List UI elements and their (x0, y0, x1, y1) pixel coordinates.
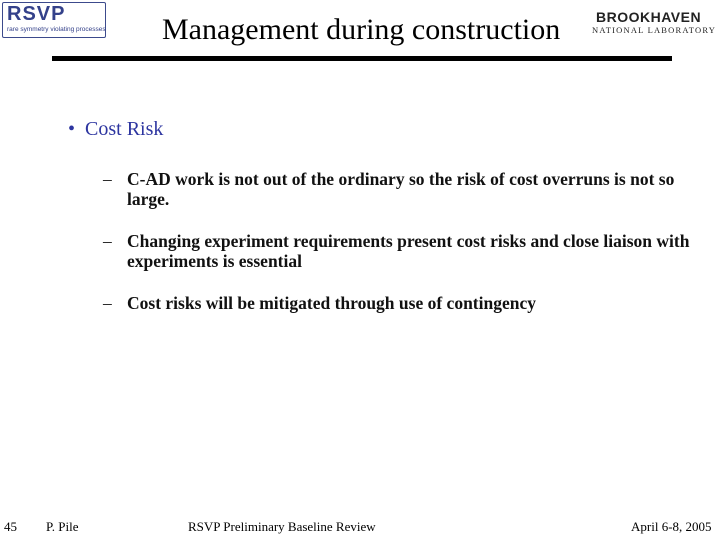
footer-date: April 6-8, 2005 (631, 519, 712, 534)
brookhaven-logo-subtitle: NATIONAL LABORATORY (592, 25, 717, 35)
bullet-dot-icon: • (68, 118, 76, 140)
slide-title: Management during construction (162, 13, 561, 46)
title-divider (52, 56, 672, 61)
brookhaven-logo (591, 9, 719, 43)
dash-icon: – (103, 293, 112, 313)
footer-author: P. Pile (46, 519, 79, 534)
main-bullet-text: Cost Risk (85, 118, 164, 140)
footer-event: RSVP Preliminary Baseline Review (188, 519, 376, 534)
rsvp-logo-tagline: rare symmetry violating processes (7, 26, 106, 33)
dash-icon: – (103, 231, 112, 251)
sub-bullet-text: C-AD work is not out of the ordinary so the risk of cost overruns is not so large. (127, 169, 675, 209)
sub-bullet-2 (103, 231, 703, 271)
main-bullet (68, 118, 163, 141)
sub-bullet-text: Cost risks will be mitigated through use of contingency (127, 293, 536, 313)
brookhaven-logo-name: BROOKHAVEN (596, 9, 702, 25)
page-number: 45 (4, 519, 17, 534)
rsvp-logo-text: RSVP (7, 3, 66, 25)
sub-bullet-text: Changing experiment requirements present cost risks and close liaison with experiments is essential (127, 231, 690, 271)
rsvp-logo (2, 2, 106, 38)
dash-icon: – (103, 169, 112, 189)
sub-bullet-1 (103, 169, 703, 209)
sub-bullet-3 (103, 293, 703, 313)
